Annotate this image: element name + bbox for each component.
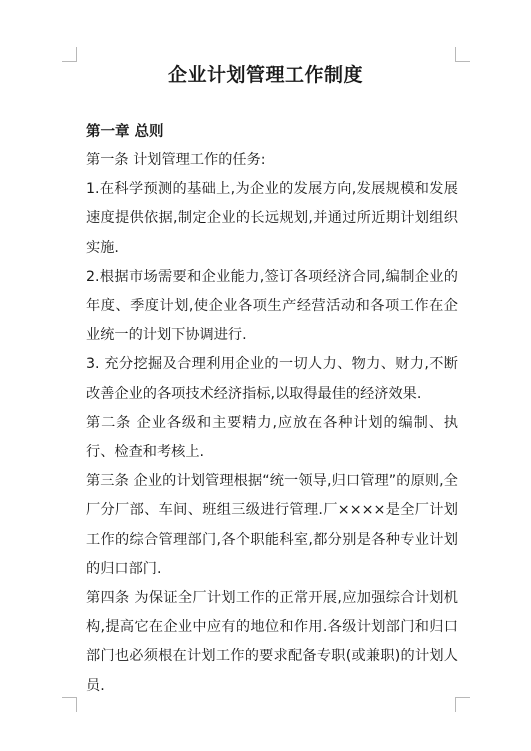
crop-mark-bottom-left: [62, 697, 77, 712]
document-body: [86, 118, 458, 701]
article-1-heading: 第一条 计划管理工作的任务:: [86, 152, 266, 168]
article-1-item-3: 3. 充分挖掘及合理利用企业的一切人力、物力、财力,不断改善企业的各项技术经济指标,以取得最佳的经济效果.: [86, 356, 458, 402]
article-3: 第三条 企业的计划管理根据“统一领导,归口管理”的原则,全厂分厂部、车间、班组三级进行管理.厂××××是全厂计划工作的综合管理部门,各个职能科室,都分别是各种专业计划的归口部门.: [86, 473, 458, 577]
article-1-item-2: 2.根据市场需要和企业能力,签订各项经济合同,编制企业的年度、季度计划,使企业各项生产经营活动和各项工作在企业统一的计划下协调进行.: [86, 268, 458, 344]
chapter-heading: 第一章 总则: [86, 124, 164, 140]
article-1-item-1: 1.在科学预测的基础上,为企业的发展方向,发展规模和发展速度提供依据,制定企业的长远规划,并通过所近期计划组织实施.: [86, 181, 458, 256]
article-2: 第二条 企业各级和主要精力,应放在各种计划的编制、执行、检查和考核上.: [86, 414, 458, 461]
document-title: 企业计划管理工作制度: [167, 64, 363, 86]
article-4: 第四条 为保证全厂计划工作的正常开展,应加强综合计划机构,提高它在企业中应有的地位和作用.各级计划部门和归口部门也必须根在计划工作的要求配备专职(或兼职)的计划人员.: [86, 590, 458, 694]
